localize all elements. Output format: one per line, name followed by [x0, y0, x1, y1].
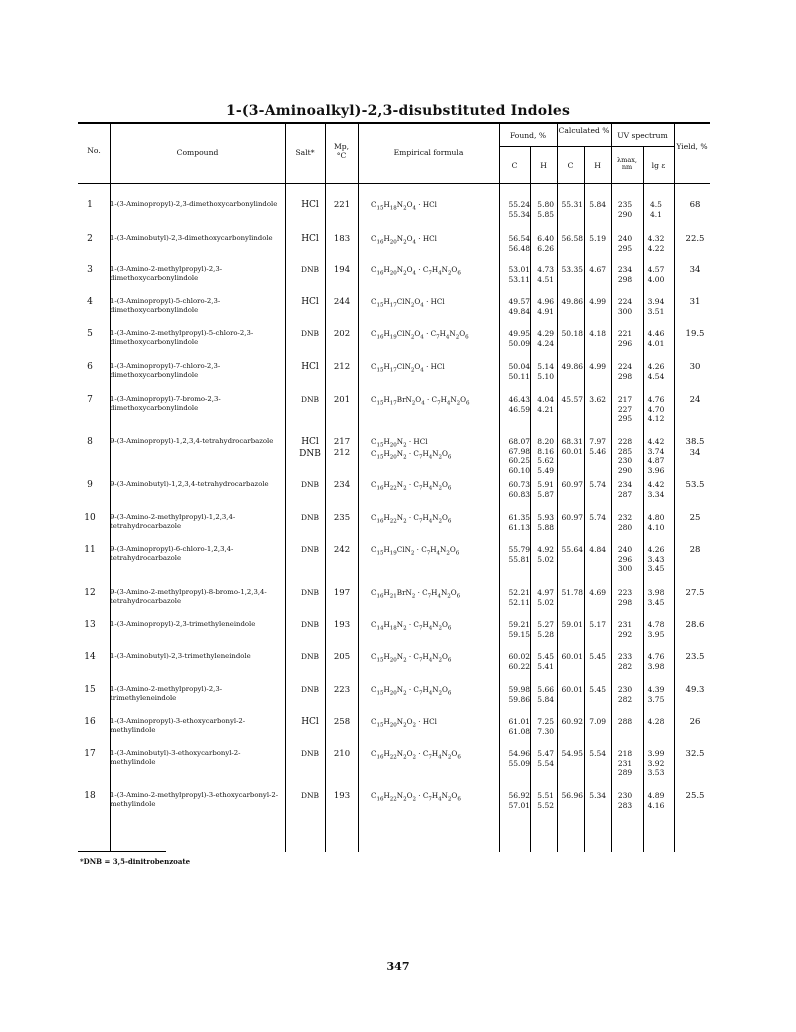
- empirical-formula: $C_{15}H_{20}N_2$ · HCl $C_{15}H_{20}N_2 \cdot C_7H_4N_2O_6$: [371, 437, 452, 461]
- found-c: 61.35 61.13: [508, 513, 530, 532]
- yield: 32.5: [685, 749, 705, 759]
- uv-lambda: 240 296 300: [617, 545, 633, 574]
- uv-lg-epsilon: 4.26 4.54: [647, 362, 665, 381]
- calc-c: 68.31 60.01: [561, 437, 583, 456]
- header-lambda: λmax, nm: [617, 156, 637, 172]
- header-mp-line2: °C: [336, 150, 347, 160]
- row-number: 6: [87, 362, 93, 372]
- found-h: 6.40 6.26: [537, 234, 554, 253]
- found-h: 5.66 5.84: [537, 685, 554, 704]
- uv-lg-epsilon: 4.26 3.43 3.45: [647, 545, 665, 574]
- yield: 19.5: [685, 329, 705, 339]
- calc-h: 5.45: [589, 652, 606, 661]
- uv-lambda: 218 231 289: [617, 749, 633, 778]
- yield: 23.5: [685, 652, 705, 662]
- empirical-formula: $C_{16}H_{22}N_2O_2 \cdot C_7H_4N_2O_6$: [371, 791, 461, 803]
- calc-h: 4.99: [589, 362, 606, 371]
- compound-name: 1-(3-Aminopropyl)-7-chloro-2,3-dimethoxycarbonylindole: [110, 362, 221, 379]
- compound-name: 1-(3-Amino-2-methylpropyl)-3-ethoxycarbonyl-2-methylindole: [110, 791, 279, 808]
- compound-name: 1-(3-Amino-2-methylpropyl)-5-chloro-2,3-dimethoxycarbonylindole: [110, 329, 254, 346]
- calc-h: 3.62: [589, 395, 606, 404]
- found-c: 49.95 50.09: [508, 329, 530, 348]
- melting-point: 234: [333, 480, 351, 490]
- calc-h: 4.69: [589, 588, 606, 597]
- empirical-formula: $C_{15}H_{17}ClN_2O_4$ · HCl: [371, 297, 445, 309]
- salt: DNB: [300, 620, 320, 629]
- header-compound: Compound: [176, 148, 219, 157]
- found-c: 55.79 55.81: [508, 545, 530, 564]
- calc-c: 56.96: [561, 791, 583, 800]
- row-number: 13: [84, 620, 96, 630]
- uv-lg-epsilon: 4.80 4.10: [647, 513, 665, 532]
- found-c: 50.04 50.11: [508, 362, 530, 381]
- uv-lg-epsilon: 3.99 3.92 3.53: [647, 749, 665, 778]
- calc-h: 7.09: [589, 717, 606, 726]
- found-h: 4.73 4.51: [537, 265, 554, 284]
- row-number: 14: [84, 652, 96, 662]
- calc-c: 55.31: [561, 200, 583, 209]
- page-number: 347: [386, 960, 410, 973]
- row-number: 11: [84, 545, 96, 555]
- uv-lambda: 234 298: [617, 265, 633, 284]
- uv-lg-epsilon: 4.76 3.98: [647, 652, 665, 671]
- found-h: 4.97 5.02: [537, 588, 554, 607]
- row-number: 3: [87, 265, 93, 275]
- column-divider: [584, 146, 585, 852]
- compound-name: 1-(3-Aminopropyl)-2,3-trimethyleneindole: [110, 620, 256, 628]
- header-mp-line1: Mp,: [333, 142, 350, 151]
- uv-lg-epsilon: 4.39 3.75: [647, 685, 665, 704]
- found-h: 5.93 5.88: [537, 513, 554, 532]
- column-divider: [358, 124, 359, 852]
- empirical-formula: $C_{14}H_{18}N_2 \cdot C_7H_4N_2O_6$: [371, 620, 452, 632]
- yield: 27.5: [685, 588, 705, 598]
- yield: 53.5: [685, 480, 705, 490]
- calc-h: 4.18: [589, 329, 606, 338]
- yield: 31: [689, 297, 701, 307]
- header-calc-h: H: [594, 161, 601, 170]
- uv-lg-epsilon: 4.76 4.70 4.12: [647, 395, 665, 424]
- row-number: 8: [87, 437, 93, 447]
- empirical-formula: $C_{15}H_{20}N_2 \cdot C_7H_4N_2O_6$: [371, 685, 452, 697]
- uv-lg-epsilon: 4.78 3.95: [647, 620, 665, 639]
- uv-lg-epsilon: 4.57 4.00: [647, 265, 665, 284]
- calc-c: 60.97: [561, 480, 583, 489]
- compound-name: 9-(3-Aminobutyl)-1,2,3,4-tetrahydrocarbazole: [110, 480, 269, 488]
- empirical-formula: $C_{15}H_{19}ClN_2 \cdot C_7H_4N_2O_6$: [371, 545, 460, 557]
- found-c: 49.57 49.84: [508, 297, 530, 316]
- found-c: 60.02 60.22: [508, 652, 530, 671]
- column-divider: [285, 124, 286, 852]
- row-number: 16: [84, 717, 96, 727]
- melting-point: 217 212: [333, 437, 351, 458]
- calc-h: 5.19: [589, 234, 606, 243]
- melting-point: 193: [333, 791, 351, 801]
- row-number: 5: [87, 329, 93, 339]
- header-formula: Empirical formula: [393, 148, 464, 157]
- compound-name: 1-(3-Amino-2-methylpropyl)-2,3-trimethyleneindole: [110, 685, 223, 702]
- found-h: 5.51 5.52: [537, 791, 554, 810]
- salt: DNB: [300, 588, 320, 597]
- calc-c: 60.97: [561, 513, 583, 522]
- found-h: 4.29 4.24: [537, 329, 554, 348]
- column-divider: [325, 124, 326, 852]
- melting-point: 223: [333, 685, 351, 695]
- compound-name: 9-(3-Amino-2-methylpropyl)-1,2,3,4-tetrahydrocarbazole: [110, 513, 236, 530]
- row-number: 4: [87, 297, 93, 307]
- row-number: 10: [84, 513, 96, 523]
- uv-lambda: 230 283: [617, 791, 633, 810]
- compound-name: 9-(3-Aminopropyl)-6-chloro-1,2,3,4-tetrahydrocarbazole: [110, 545, 234, 562]
- empirical-formula: $C_{16}H_{22}N_2 \cdot C_7H_4N_2O_6$: [371, 513, 452, 525]
- uv-lg-epsilon: 3.94 3.51: [647, 297, 665, 316]
- found-h: 5.27 5.28: [537, 620, 554, 639]
- uv-lambda: 230 282: [617, 685, 633, 704]
- footnote: *DNB = 3,5-dinitrobenzoate: [80, 857, 191, 866]
- calc-c: 60.92: [561, 717, 583, 726]
- yield: 34: [689, 265, 701, 275]
- salt: DNB: [300, 395, 320, 404]
- uv-lg-epsilon: 4.46 4.01: [647, 329, 665, 348]
- uv-lg-epsilon: 4.28: [647, 717, 665, 726]
- compound-name: 9-(3-Amino-2-methylpropyl)-8-bromo-1,2,3,4-tetrahydrocarbazole: [110, 588, 267, 605]
- calc-h: 7.97 5.46: [589, 437, 606, 456]
- column-divider: [530, 146, 531, 852]
- empirical-formula: $C_{16}H_{20}N_2O_4 \cdot C_7H_4N_2O_6$: [371, 265, 461, 277]
- row-number: 7: [87, 395, 93, 405]
- row-number: 15: [84, 685, 96, 695]
- melting-point: 221: [333, 200, 351, 210]
- salt: DNB: [300, 265, 320, 274]
- uv-lambda: 223 298: [617, 588, 633, 607]
- uv-lambda: 228 285 230 290: [617, 437, 633, 475]
- salt: DNB: [300, 791, 320, 800]
- calc-c: 60.01: [561, 685, 583, 694]
- found-h: 4.04 4.21: [537, 395, 554, 414]
- calc-h: 5.45: [589, 685, 606, 694]
- calc-c: 59.01: [561, 620, 583, 629]
- found-c: 55.24 55.34: [508, 200, 530, 219]
- found-c: 53.01 53.11: [508, 265, 530, 284]
- uv-lambda: 221 296: [617, 329, 633, 348]
- melting-point: 183: [333, 234, 351, 244]
- calc-c: 55.64: [561, 545, 583, 554]
- calc-h: 4.99: [589, 297, 606, 306]
- found-c: 61.01 61.08: [508, 717, 530, 736]
- uv-lambda: 217 227 295: [617, 395, 633, 424]
- header-calc-c: C: [567, 161, 574, 170]
- salt: HCl: [301, 234, 319, 244]
- uv-lg-epsilon: 4.5 4.1: [650, 200, 662, 219]
- header-found: Found, %: [509, 131, 547, 140]
- header-calculated: Calculated %: [558, 126, 610, 135]
- calc-c: 50.18: [561, 329, 583, 338]
- group-header-rule: [499, 146, 674, 147]
- salt: DNB: [300, 329, 320, 338]
- compound-name: 1-(3-Amino-2-methylpropyl)-2,3-dimethoxycarbonylindole: [110, 265, 223, 282]
- melting-point: 212: [333, 362, 351, 372]
- salt: HCl: [301, 200, 319, 210]
- uv-lambda: 235 290: [617, 200, 633, 219]
- calc-c: 60.01: [561, 652, 583, 661]
- compound-name: 1-(3-Aminopropyl)-3-ethoxycarbonyl-2-methylindole: [110, 717, 246, 734]
- header-lg: lg ε: [651, 161, 666, 170]
- calc-c: 49.86: [561, 297, 583, 306]
- found-c: 59.98 59.86: [508, 685, 530, 704]
- found-h: 5.45 5.41: [537, 652, 554, 671]
- yield: 24: [689, 395, 701, 405]
- found-c: 56.92 57.01: [508, 791, 530, 810]
- yield: 38.5 34: [685, 437, 705, 458]
- row-number: 9: [87, 480, 93, 490]
- calc-c: 56.58: [561, 234, 583, 243]
- header-mp: [325, 143, 358, 160]
- calc-c: 45.57: [561, 395, 583, 404]
- melting-point: 202: [333, 329, 351, 339]
- found-h: 5.14 5.10: [537, 362, 554, 381]
- uv-lambda: 231 292: [617, 620, 633, 639]
- uv-lg-epsilon: 4.89 4.16: [647, 791, 665, 810]
- uv-lambda: 234 287: [617, 480, 633, 499]
- row-number: 17: [84, 749, 96, 759]
- calc-c: 49.86: [561, 362, 583, 371]
- calc-c: 51.78: [561, 588, 583, 597]
- calc-c: 54.95: [561, 749, 583, 758]
- empirical-formula: $C_{15}H_{20}N_2 \cdot C_7H_4N_2O_6$: [371, 652, 452, 664]
- melting-point: 210: [333, 749, 351, 759]
- melting-point: 242: [333, 545, 351, 555]
- calc-h: 5.54: [589, 749, 606, 758]
- found-h: 8.20 8.16 5.62 5.49: [537, 437, 554, 475]
- empirical-formula: $C_{15}H_{17}BrN_2O_4 \cdot C_7H_4N_2O_6$: [371, 395, 470, 407]
- uv-lambda: 240 295: [617, 234, 633, 253]
- melting-point: 244: [333, 297, 351, 307]
- salt: DNB: [300, 545, 320, 554]
- melting-point: 205: [333, 652, 351, 662]
- header-salt: Salt*: [295, 148, 315, 157]
- compound-name: 1-(3-Aminopropyl)-7-bromo-2,3-dimethoxycarbonylindole: [110, 395, 221, 412]
- salt: DNB: [300, 513, 320, 522]
- calc-h: 5.74: [589, 513, 606, 522]
- empirical-formula: $C_{16}H_{21}BrN_2 \cdot C_7H_4N_2O_6$: [371, 588, 461, 600]
- yield: 26: [689, 717, 701, 727]
- row-number: 2: [87, 234, 93, 244]
- column-divider: [674, 124, 675, 852]
- calc-h: 4.67: [589, 265, 606, 274]
- found-h: 4.92 5.02: [537, 545, 554, 564]
- uv-lambda: 224 300: [617, 297, 633, 316]
- uv-lg-epsilon: 4.42 3.34: [647, 480, 665, 499]
- yield: 22.5: [685, 234, 705, 244]
- calc-h: 5.74: [589, 480, 606, 489]
- header-bottom-rule: [78, 183, 710, 184]
- found-h: 5.80 5.85: [537, 200, 554, 219]
- uv-lambda: 288: [617, 717, 633, 726]
- found-c: 46.43 46.59: [508, 395, 530, 414]
- found-c: 54.96 55.09: [508, 749, 530, 768]
- found-h: 4.96 4.91: [537, 297, 554, 316]
- found-c: 52.21 52.11: [508, 588, 530, 607]
- salt: HCl DNB: [299, 437, 321, 459]
- compound-name: 1-(3-Aminopropyl)-2,3-dimethoxycarbonylindole: [110, 200, 278, 208]
- empirical-formula: $C_{15}H_{18}N_2O_4$ · HCl: [371, 200, 437, 212]
- compound-name: 1-(3-Aminobutyl)-3-ethoxycarbonyl-2-methylindole: [110, 749, 241, 766]
- yield: 25: [689, 513, 701, 523]
- compound-name: 1-(3-Aminopropyl)-5-chloro-2,3-dimethoxycarbonylindole: [110, 297, 221, 314]
- footnote-rule: [78, 851, 166, 852]
- empirical-formula: $C_{15}H_{20}N_2O_2$ · HCl: [371, 717, 437, 729]
- melting-point: 194: [333, 265, 351, 275]
- found-h: 5.91 5.87: [537, 480, 554, 499]
- salt: DNB: [300, 749, 320, 758]
- yield: 68: [689, 200, 701, 210]
- melting-point: 235: [333, 513, 351, 523]
- header-no: No.: [87, 146, 101, 155]
- melting-point: 258: [333, 717, 351, 727]
- compound-name: 1-(3-Aminobutyl)-2,3-trimethyleneindole: [110, 652, 251, 660]
- found-c: 56.54 56.48: [508, 234, 530, 253]
- found-c: 68.07 67.98 60.25 60.10: [508, 437, 530, 475]
- column-divider: [557, 124, 558, 852]
- header-yield: Yield, %: [676, 142, 708, 151]
- uv-lg-epsilon: 4.32 4.22: [647, 234, 665, 253]
- page-title: 1-(3-Aminoalkyl)-2,3-disubstituted Indoles: [225, 103, 571, 119]
- empirical-formula: $C_{15}H_{17}ClN_2O_4$ · HCl: [371, 362, 445, 374]
- empirical-formula: $C_{16}H_{22}N_2O_2 \cdot C_7H_4N_2O_6$: [371, 749, 461, 761]
- row-number: 18: [84, 791, 96, 801]
- empirical-formula: $C_{16}H_{20}N_2O_4$ · HCl: [371, 234, 437, 246]
- uv-lambda: 233 282: [617, 652, 633, 671]
- found-h: 7.25 7.30: [537, 717, 554, 736]
- salt: DNB: [300, 480, 320, 489]
- melting-point: 197: [333, 588, 351, 598]
- empirical-formula: $C_{16}H_{19}ClN_2O_4 \cdot C_7H_4N_2O_6$: [371, 329, 469, 341]
- header-found-c: C: [511, 161, 518, 170]
- yield: 49.3: [685, 685, 705, 695]
- uv-lg-epsilon: 3.98 3.45: [647, 588, 665, 607]
- yield: 25.5: [685, 791, 705, 801]
- found-c: 60.73 60.83: [508, 480, 530, 499]
- empirical-formula: $C_{16}H_{22}N_2 \cdot C_7H_4N_2O_6$: [371, 480, 452, 492]
- salt: HCl: [301, 717, 319, 727]
- calc-h: 5.84: [589, 200, 606, 209]
- salt: DNB: [300, 685, 320, 694]
- header-uv: UV spectrum: [617, 131, 668, 140]
- yield: 30: [689, 362, 701, 372]
- compound-name: 9-(3-Aminopropyl)-1,2,3,4-tetrahydrocarbazole: [110, 437, 274, 445]
- calc-h: 5.34: [589, 791, 606, 800]
- calc-h: 4.84: [589, 545, 606, 554]
- column-divider: [611, 124, 612, 852]
- compound-name: 1-(3-Aminobutyl)-2,3-dimethoxycarbonylindole: [110, 234, 273, 242]
- uv-lambda: 232 280: [617, 513, 633, 532]
- calc-c: 53.35: [561, 265, 583, 274]
- salt: HCl: [301, 362, 319, 372]
- salt: DNB: [300, 652, 320, 661]
- salt: HCl: [301, 297, 319, 307]
- uv-lg-epsilon: 4.42 3.74 4.87 3.96: [647, 437, 665, 475]
- header-found-h: H: [540, 161, 547, 170]
- row-number: 12: [84, 588, 96, 598]
- table-top-rule: [78, 122, 710, 124]
- yield: 28: [689, 545, 701, 555]
- yield: 28.6: [685, 620, 705, 630]
- found-c: 59.21 59.15: [508, 620, 530, 639]
- uv-lambda: 224 298: [617, 362, 633, 381]
- melting-point: 193: [333, 620, 351, 630]
- found-h: 5.47 5.54: [537, 749, 554, 768]
- melting-point: 201: [333, 395, 351, 405]
- calc-h: 5.17: [589, 620, 606, 629]
- row-number: 1: [87, 200, 93, 210]
